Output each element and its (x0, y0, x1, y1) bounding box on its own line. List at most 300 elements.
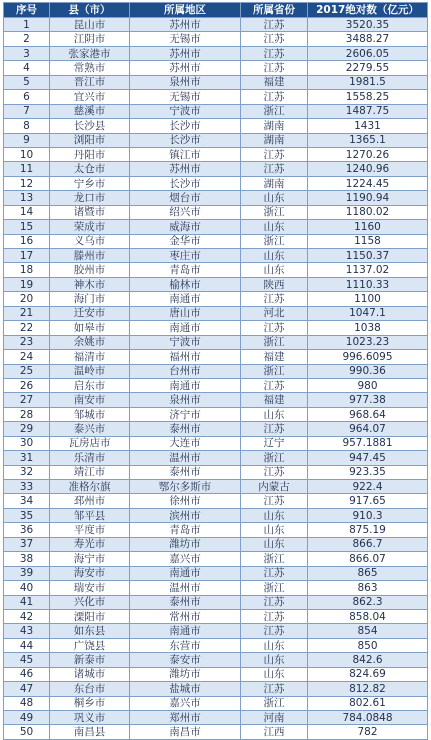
cell-province: 山东 (241, 249, 308, 263)
cell-gdp: 947.45 (308, 451, 428, 465)
cell-province: 江苏 (241, 595, 308, 609)
table-row (4, 277, 428, 291)
cell-region: 枣庄市 (130, 249, 241, 263)
cell-region: 南通市 (130, 624, 241, 638)
cell-county: 张家港市 (50, 46, 130, 60)
cell-region: 苏州市 (130, 18, 241, 32)
cell-region: 泰州市 (130, 465, 241, 479)
cell-rank: 17 (4, 249, 50, 263)
cell-region: 南通市 (130, 292, 241, 306)
cell-county: 神木市 (50, 277, 130, 291)
cell-gdp: 964.07 (308, 422, 428, 436)
cell-province: 湖南 (241, 133, 308, 147)
table-row (4, 508, 428, 522)
cell-region: 烟台市 (130, 191, 241, 205)
cell-county: 巩义市 (50, 711, 130, 725)
cell-gdp: 1023.23 (308, 335, 428, 349)
table-row (4, 249, 428, 263)
cell-region: 盐城市 (130, 682, 241, 696)
cell-province: 福建 (241, 393, 308, 407)
cell-rank: 46 (4, 667, 50, 681)
table-row (4, 653, 428, 667)
table-row (4, 104, 428, 118)
cell-rank: 20 (4, 292, 50, 306)
cell-rank: 22 (4, 321, 50, 335)
cell-province: 山东 (241, 523, 308, 537)
cell-province: 河北 (241, 306, 308, 320)
table-row (4, 176, 428, 190)
table-row (4, 321, 428, 335)
header-gdp-2017: 2017绝对数（亿元） (308, 3, 428, 18)
cell-gdp: 802.61 (308, 696, 428, 710)
cell-region: 榆林市 (130, 277, 241, 291)
cell-county: 启东市 (50, 378, 130, 392)
table-row (4, 32, 428, 46)
cell-county: 如东县 (50, 624, 130, 638)
cell-rank: 33 (4, 480, 50, 494)
cell-gdp: 863 (308, 581, 428, 595)
cell-region: 唐山市 (130, 306, 241, 320)
cell-county: 桐乡市 (50, 696, 130, 710)
table-row (4, 335, 428, 349)
cell-region: 宁波市 (130, 104, 241, 118)
cell-gdp: 1270.26 (308, 147, 428, 161)
cell-county: 常熟市 (50, 61, 130, 75)
table-row (4, 263, 428, 277)
table-row (4, 480, 428, 494)
cell-county: 义乌市 (50, 234, 130, 248)
table-row (4, 609, 428, 623)
cell-province: 江苏 (241, 32, 308, 46)
cell-region: 泰州市 (130, 422, 241, 436)
cell-rank: 1 (4, 18, 50, 32)
table-row (4, 350, 428, 364)
cell-province: 江苏 (241, 378, 308, 392)
cell-region: 金华市 (130, 234, 241, 248)
table-row (4, 422, 428, 436)
cell-province: 福建 (241, 350, 308, 364)
table-row (4, 682, 428, 696)
cell-province: 陕西 (241, 277, 308, 291)
cell-region: 绍兴市 (130, 205, 241, 219)
cell-gdp: 996.6095 (308, 350, 428, 364)
cell-province: 浙江 (241, 234, 308, 248)
cell-county: 兴化市 (50, 595, 130, 609)
cell-rank: 3 (4, 46, 50, 60)
table-row (4, 451, 428, 465)
cell-region: 南通市 (130, 566, 241, 580)
cell-gdp: 812.82 (308, 682, 428, 696)
cell-gdp: 1038 (308, 321, 428, 335)
cell-county: 东台市 (50, 682, 130, 696)
cell-county: 余姚市 (50, 335, 130, 349)
table-header (4, 3, 428, 18)
cell-province: 江苏 (241, 147, 308, 161)
cell-region: 嘉兴市 (130, 696, 241, 710)
cell-gdp: 850 (308, 638, 428, 652)
cell-gdp: 957.1881 (308, 436, 428, 450)
cell-province: 内蒙古 (241, 480, 308, 494)
cell-rank: 5 (4, 75, 50, 89)
cell-gdp: 1158 (308, 234, 428, 248)
cell-region: 潍坊市 (130, 667, 241, 681)
cell-county: 胶州市 (50, 263, 130, 277)
cell-province: 山东 (241, 508, 308, 522)
cell-province: 山东 (241, 220, 308, 234)
cell-province: 浙江 (241, 451, 308, 465)
cell-rank: 4 (4, 61, 50, 75)
cell-county: 南安市 (50, 393, 130, 407)
cell-gdp: 784.0848 (308, 711, 428, 725)
cell-gdp: 1150.37 (308, 249, 428, 263)
table-row (4, 133, 428, 147)
cell-region: 镇江市 (130, 147, 241, 161)
table-row (4, 711, 428, 725)
cell-province: 江苏 (241, 494, 308, 508)
cell-province: 江苏 (241, 682, 308, 696)
cell-rank: 7 (4, 104, 50, 118)
cell-rank: 6 (4, 90, 50, 104)
cell-region: 长沙市 (130, 176, 241, 190)
cell-province: 江苏 (241, 61, 308, 75)
cell-region: 南昌市 (130, 725, 241, 739)
table-row (4, 696, 428, 710)
header-county: 县（市） (50, 3, 130, 18)
cell-province: 江西 (241, 725, 308, 739)
cell-province: 江苏 (241, 18, 308, 32)
cell-county: 诸暨市 (50, 205, 130, 219)
cell-province: 山东 (241, 537, 308, 551)
table-row (4, 75, 428, 89)
table-row (4, 667, 428, 681)
table-row (4, 465, 428, 479)
table-row (4, 18, 428, 32)
cell-rank: 11 (4, 162, 50, 176)
cell-county: 海门市 (50, 292, 130, 306)
cell-region: 嘉兴市 (130, 552, 241, 566)
cell-gdp: 862.3 (308, 595, 428, 609)
cell-rank: 25 (4, 364, 50, 378)
cell-rank: 34 (4, 494, 50, 508)
cell-region: 温州市 (130, 451, 241, 465)
cell-province: 浙江 (241, 696, 308, 710)
cell-province: 福建 (241, 75, 308, 89)
cell-county: 丹阳市 (50, 147, 130, 161)
cell-gdp: 866.07 (308, 552, 428, 566)
cell-rank: 19 (4, 277, 50, 291)
cell-county: 滕州市 (50, 249, 130, 263)
cell-province: 江苏 (241, 90, 308, 104)
cell-rank: 35 (4, 508, 50, 522)
cell-province: 河南 (241, 711, 308, 725)
table-row (4, 725, 428, 739)
cell-region: 泰州市 (130, 595, 241, 609)
cell-rank: 49 (4, 711, 50, 725)
cell-region: 泉州市 (130, 75, 241, 89)
table-row (4, 46, 428, 60)
cell-region: 苏州市 (130, 162, 241, 176)
cell-county: 福清市 (50, 350, 130, 364)
cell-gdp: 2279.55 (308, 61, 428, 75)
cell-province: 湖南 (241, 176, 308, 190)
cell-rank: 37 (4, 537, 50, 551)
cell-region: 东营市 (130, 638, 241, 652)
cell-gdp: 865 (308, 566, 428, 580)
header-region: 所属地区 (130, 3, 241, 18)
table-row (4, 234, 428, 248)
cell-rank: 41 (4, 595, 50, 609)
table-row (4, 523, 428, 537)
cell-county: 诸城市 (50, 667, 130, 681)
cell-county: 昆山市 (50, 18, 130, 32)
table-row (4, 61, 428, 75)
cell-gdp: 990.36 (308, 364, 428, 378)
cell-gdp: 1110.33 (308, 277, 428, 291)
cell-region: 滨州市 (130, 508, 241, 522)
cell-gdp: 3488.27 (308, 32, 428, 46)
cell-province: 浙江 (241, 104, 308, 118)
cell-county: 溧阳市 (50, 609, 130, 623)
cell-rank: 45 (4, 653, 50, 667)
cell-county: 浏阳市 (50, 133, 130, 147)
cell-province: 山东 (241, 653, 308, 667)
cell-county: 迁安市 (50, 306, 130, 320)
cell-county: 乐清市 (50, 451, 130, 465)
cell-region: 大连市 (130, 436, 241, 450)
cell-rank: 24 (4, 350, 50, 364)
cell-region: 长沙市 (130, 119, 241, 133)
cell-rank: 27 (4, 393, 50, 407)
table-row (4, 90, 428, 104)
table-row (4, 378, 428, 392)
cell-region: 苏州市 (130, 46, 241, 60)
cell-province: 江苏 (241, 162, 308, 176)
cell-region: 台州市 (130, 364, 241, 378)
cell-gdp: 875.19 (308, 523, 428, 537)
cell-province: 江苏 (241, 465, 308, 479)
cell-rank: 50 (4, 725, 50, 739)
cell-region: 苏州市 (130, 61, 241, 75)
cell-gdp: 858.04 (308, 609, 428, 623)
cell-gdp: 980 (308, 378, 428, 392)
cell-rank: 23 (4, 335, 50, 349)
ranking-table-container (3, 2, 427, 740)
cell-region: 威海市 (130, 220, 241, 234)
cell-region: 郑州市 (130, 711, 241, 725)
cell-gdp: 1431 (308, 119, 428, 133)
cell-rank: 8 (4, 119, 50, 133)
cell-gdp: 1137.02 (308, 263, 428, 277)
cell-gdp: 2606.05 (308, 46, 428, 60)
cell-rank: 12 (4, 176, 50, 190)
cell-gdp: 1047.1 (308, 306, 428, 320)
cell-region: 徐州市 (130, 494, 241, 508)
cell-gdp: 854 (308, 624, 428, 638)
cell-county: 邳州市 (50, 494, 130, 508)
cell-rank: 28 (4, 407, 50, 421)
cell-county: 海安市 (50, 566, 130, 580)
table-row (4, 638, 428, 652)
table-row (4, 220, 428, 234)
cell-province: 浙江 (241, 205, 308, 219)
cell-rank: 47 (4, 682, 50, 696)
cell-rank: 18 (4, 263, 50, 277)
table-body (4, 18, 428, 740)
cell-county: 龙口市 (50, 191, 130, 205)
cell-county: 泰兴市 (50, 422, 130, 436)
cell-gdp: 1981.5 (308, 75, 428, 89)
cell-province: 山东 (241, 263, 308, 277)
cell-gdp: 1365.1 (308, 133, 428, 147)
cell-gdp: 866.7 (308, 537, 428, 551)
cell-county: 温岭市 (50, 364, 130, 378)
cell-province: 江苏 (241, 292, 308, 306)
table-row (4, 119, 428, 133)
cell-rank: 40 (4, 581, 50, 595)
cell-region: 青岛市 (130, 263, 241, 277)
cell-province: 江苏 (241, 624, 308, 638)
cell-region: 温州市 (130, 581, 241, 595)
table-row (4, 436, 428, 450)
cell-county: 海宁市 (50, 552, 130, 566)
cell-county: 如皋市 (50, 321, 130, 335)
table-row (4, 364, 428, 378)
cell-county: 瓦房店市 (50, 436, 130, 450)
cell-region: 无锡市 (130, 90, 241, 104)
cell-province: 湖南 (241, 119, 308, 133)
cell-gdp: 968.64 (308, 407, 428, 421)
cell-gdp: 1558.25 (308, 90, 428, 104)
cell-county: 晋江市 (50, 75, 130, 89)
cell-county: 江阴市 (50, 32, 130, 46)
cell-rank: 13 (4, 191, 50, 205)
table-row (4, 581, 428, 595)
cell-province: 山东 (241, 407, 308, 421)
cell-region: 南通市 (130, 321, 241, 335)
cell-county: 靖江市 (50, 465, 130, 479)
cell-province: 浙江 (241, 581, 308, 595)
cell-region: 常州市 (130, 609, 241, 623)
cell-province: 山东 (241, 191, 308, 205)
table-row (4, 306, 428, 320)
cell-gdp: 1487.75 (308, 104, 428, 118)
cell-rank: 14 (4, 205, 50, 219)
cell-county: 宜兴市 (50, 90, 130, 104)
cell-province: 山东 (241, 638, 308, 652)
cell-region: 济宁市 (130, 407, 241, 421)
cell-gdp: 1160 (308, 220, 428, 234)
cell-rank: 42 (4, 609, 50, 623)
cell-province: 江苏 (241, 609, 308, 623)
cell-county: 南昌县 (50, 725, 130, 739)
cell-province: 浙江 (241, 552, 308, 566)
cell-county: 广饶县 (50, 638, 130, 652)
table-row (4, 552, 428, 566)
cell-county: 太仓市 (50, 162, 130, 176)
cell-rank: 9 (4, 133, 50, 147)
cell-county: 邹城市 (50, 407, 130, 421)
cell-county: 邹平县 (50, 508, 130, 522)
header-province: 所属省份 (241, 3, 308, 18)
table-row (4, 624, 428, 638)
table-row (4, 162, 428, 176)
cell-rank: 48 (4, 696, 50, 710)
cell-county: 寿光市 (50, 537, 130, 551)
cell-rank: 10 (4, 147, 50, 161)
cell-gdp: 1100 (308, 292, 428, 306)
cell-region: 无锡市 (130, 32, 241, 46)
cell-county: 荣成市 (50, 220, 130, 234)
table-row (4, 191, 428, 205)
cell-province: 浙江 (241, 364, 308, 378)
cell-rank: 30 (4, 436, 50, 450)
cell-gdp: 1240.96 (308, 162, 428, 176)
cell-region: 泰安市 (130, 653, 241, 667)
cell-region: 泉州市 (130, 393, 241, 407)
cell-county: 长沙县 (50, 119, 130, 133)
cell-rank: 32 (4, 465, 50, 479)
cell-gdp: 922.4 (308, 480, 428, 494)
cell-rank: 21 (4, 306, 50, 320)
cell-gdp: 842.6 (308, 653, 428, 667)
cell-province: 浙江 (241, 335, 308, 349)
cell-province: 江苏 (241, 46, 308, 60)
cell-region: 鄂尔多斯市 (130, 480, 241, 494)
cell-rank: 16 (4, 234, 50, 248)
table-row (4, 566, 428, 580)
cell-county: 慈溪市 (50, 104, 130, 118)
cell-region: 福州市 (130, 350, 241, 364)
cell-county: 准格尔旗 (50, 480, 130, 494)
county-gdp-table (3, 2, 428, 740)
cell-rank: 15 (4, 220, 50, 234)
header-row (4, 3, 428, 18)
cell-gdp: 782 (308, 725, 428, 739)
cell-gdp: 910.3 (308, 508, 428, 522)
cell-province: 江苏 (241, 566, 308, 580)
cell-rank: 36 (4, 523, 50, 537)
table-row (4, 595, 428, 609)
table-row (4, 393, 428, 407)
table-row (4, 537, 428, 551)
table-row (4, 292, 428, 306)
cell-region: 南通市 (130, 378, 241, 392)
cell-gdp: 923.35 (308, 465, 428, 479)
cell-rank: 31 (4, 451, 50, 465)
cell-rank: 43 (4, 624, 50, 638)
table-row (4, 147, 428, 161)
cell-county: 瑞安市 (50, 581, 130, 595)
cell-gdp: 1180.02 (308, 205, 428, 219)
cell-gdp: 824.69 (308, 667, 428, 681)
cell-province: 江苏 (241, 422, 308, 436)
table-row (4, 407, 428, 421)
cell-gdp: 917.65 (308, 494, 428, 508)
cell-rank: 29 (4, 422, 50, 436)
cell-gdp: 977.38 (308, 393, 428, 407)
cell-rank: 26 (4, 378, 50, 392)
cell-province: 山东 (241, 667, 308, 681)
table-row (4, 205, 428, 219)
table-row (4, 494, 428, 508)
cell-region: 长沙市 (130, 133, 241, 147)
cell-gdp: 1224.45 (308, 176, 428, 190)
cell-gdp: 3520.35 (308, 18, 428, 32)
cell-rank: 44 (4, 638, 50, 652)
cell-province: 辽宁 (241, 436, 308, 450)
cell-region: 青岛市 (130, 523, 241, 537)
cell-province: 江苏 (241, 321, 308, 335)
